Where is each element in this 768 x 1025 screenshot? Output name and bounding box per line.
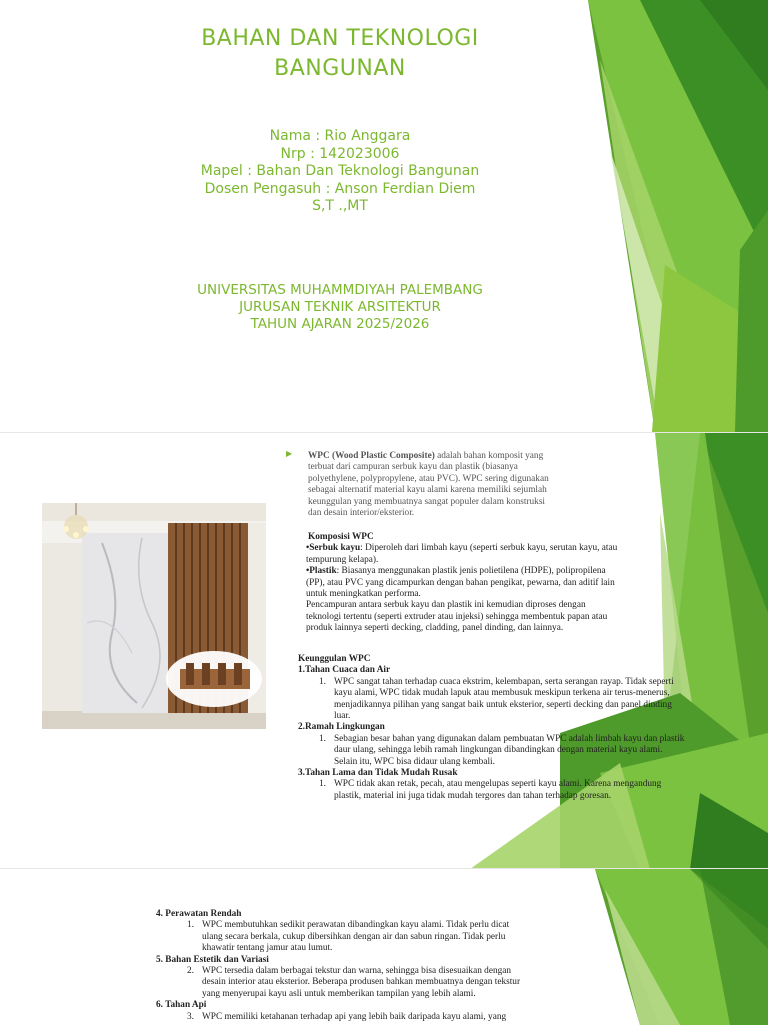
academic-year: TAHUN AJARAN 2025/2026 — [250, 316, 430, 332]
composition-heading: Komposisi WPC — [308, 532, 374, 542]
advantage-6-text: WPC memiliki ketahanan terhadap api yang lebih baik daripada kayu alami, yang — [202, 1011, 507, 1022]
list-number: 3. — [187, 1011, 194, 1022]
list-number: 1. — [187, 920, 194, 931]
advantage-3-item — [298, 779, 686, 802]
advantages-heading: Keunggulan WPC — [298, 654, 371, 664]
advantage-2-text: Sebagian besar bahan yang digunakan dalam pembuatan WPC adalah limbah kayu dan plastik daur ulang, sehingga lebih ramah lingkungan dibandingkan dengan material kayu alami. Selain itu, WPC bisa didaur ulang kembali. — [334, 733, 685, 767]
wpc-composition-section — [306, 532, 618, 635]
wood-label: •Serbuk kayu — [306, 543, 361, 554]
wood-text: : Diperoleh dari limbah kayu (seperti serbuk kayu, serutan kayu, atau tempurung kelapa). — [306, 543, 618, 565]
plastic-text: : Biasanya menggunakan plastik jenis polietilena (HDPE), polipropilena (PP), atau PVC yang dicampurkan dengan bahan pengikat, pewarna, dan aditif lain untuk meningkatkan performa. — [306, 566, 615, 600]
department-name: JURUSAN TEKNIK ARSITEKTUR — [239, 299, 441, 315]
institution-info — [150, 282, 530, 333]
wpc-wall-panel-photo — [42, 503, 266, 729]
plastic-label: •Plastik — [306, 566, 337, 577]
advantage-5-text: WPC tersedia dalam berbagai tekstur dan warna, sehingga bisa disesuaikan dengan desain interior atau eksterior. Beberapa produsen bahkan membuatnya dengan tekstur yang menyerupai kayu asli untuk memberikan tampilan yang lebih alami. — [202, 966, 521, 999]
title-line-2: BANGUNAN — [274, 56, 406, 81]
advantage-6-heading: 6. Tahan Api — [156, 1000, 207, 1011]
mixing-paragraph: Pencampuran antara serbuk kayu dan plastik ini kemudian diproses dengan teknologi tertentu (seperti extruder atau injeksi) sehingga membentuk papan atau produk lainnya seperti decking, cladding, panel dinding, dan lainnya. — [306, 600, 608, 634]
list-number: 1. — [319, 676, 326, 687]
wpc-definition-paragraph — [308, 451, 558, 519]
advantage-6-item — [156, 1012, 528, 1023]
advantage-3-text: WPC tidak akan retak, pecah, atau mengelupas seperti kayu alami. Karena mengandung plastik, material ini juga tidak mudah tergores dan tahan terhadap goresan. — [334, 779, 662, 801]
advantage-4-item — [156, 920, 528, 954]
course-name: Mapel : Bahan Dan Teknologi Bangunan — [200, 163, 480, 179]
author-info — [150, 128, 530, 216]
advantages-continued-list — [156, 909, 528, 1023]
university-name: UNIVERSITAS MUHAMMDIYAH PALEMBANG — [197, 282, 483, 298]
title-line-1: BAHAN DAN TEKNOLOGI — [201, 26, 479, 51]
wpc-profile-sample-icon — [166, 651, 262, 707]
composition-plastic — [306, 566, 618, 600]
list-number: 1. — [319, 779, 326, 790]
wpc-definition-text: adalah bahan komposit yang terbuat dari campuran serbuk kayu dan plastik (biasanya polyethylene, polypropylene, atau PVC). WPC sering digunakan sebagai alternatif material kayu alami karena memiliki sejumlah keunggulan yang membuatnya sangat populer dalam konstruksi dan desain interior/eksterior. — [308, 451, 549, 519]
list-number: 2. — [187, 966, 194, 977]
wpc-advantages-section — [298, 654, 686, 802]
advantage-4-heading: 4. Perawatan Rendah — [156, 909, 242, 919]
advantage-2-heading: 2.Ramah Lingkungan — [298, 722, 385, 733]
advantage-3-heading: 3.Tahan Lama dan Tidak Mudah Rusak — [298, 768, 458, 779]
slide-title — [0, 0, 768, 432]
list-number: 1. — [319, 733, 326, 744]
advantage-1-item — [298, 677, 686, 723]
author-name: Nama : Rio Anggara — [269, 128, 411, 144]
lecturer-line-1: Dosen Pengasuh : Anson Ferdian Diem — [204, 180, 476, 197]
advantage-1-heading: 1.Tahan Cuaca dan Air — [298, 665, 391, 676]
advantage-5-item — [156, 966, 528, 1000]
advantage-1-text: WPC sangat tahan terhadap cuaca ekstrim, kelembapan, serta serangan rayap. Tidak seperti kayu alami, WPC tidak mudah lapuk atau membusuk meskipun terkena air terus-menerus, menjadikannya pilihan yang sangat baik untuk eksterior, seperti decking dan panel dinding luar. — [334, 676, 674, 722]
advantage-2-item — [298, 734, 686, 768]
lecturer-line-2: S,T .,MT — [312, 198, 368, 214]
advantage-4-text: WPC membutuhkan sedikit perawatan dibandingkan kayu alami. Tidak perlu dicat ulang secara berkala, cukup dibersihkan dengan air dan sabun ringan. Tidak perlu khawatir tentang jamur atau lumut. — [202, 920, 510, 954]
triangle-bullet-icon: ▶ — [286, 449, 293, 458]
composition-wood — [306, 543, 618, 566]
advantage-5-heading: 5. Bahan Estetik dan Variasi — [156, 954, 269, 965]
author-nrp: Nrp : 142023006 — [280, 145, 400, 162]
wpc-term: WPC (Wood Plastic Composite) — [308, 451, 435, 461]
presentation-title — [150, 24, 530, 84]
